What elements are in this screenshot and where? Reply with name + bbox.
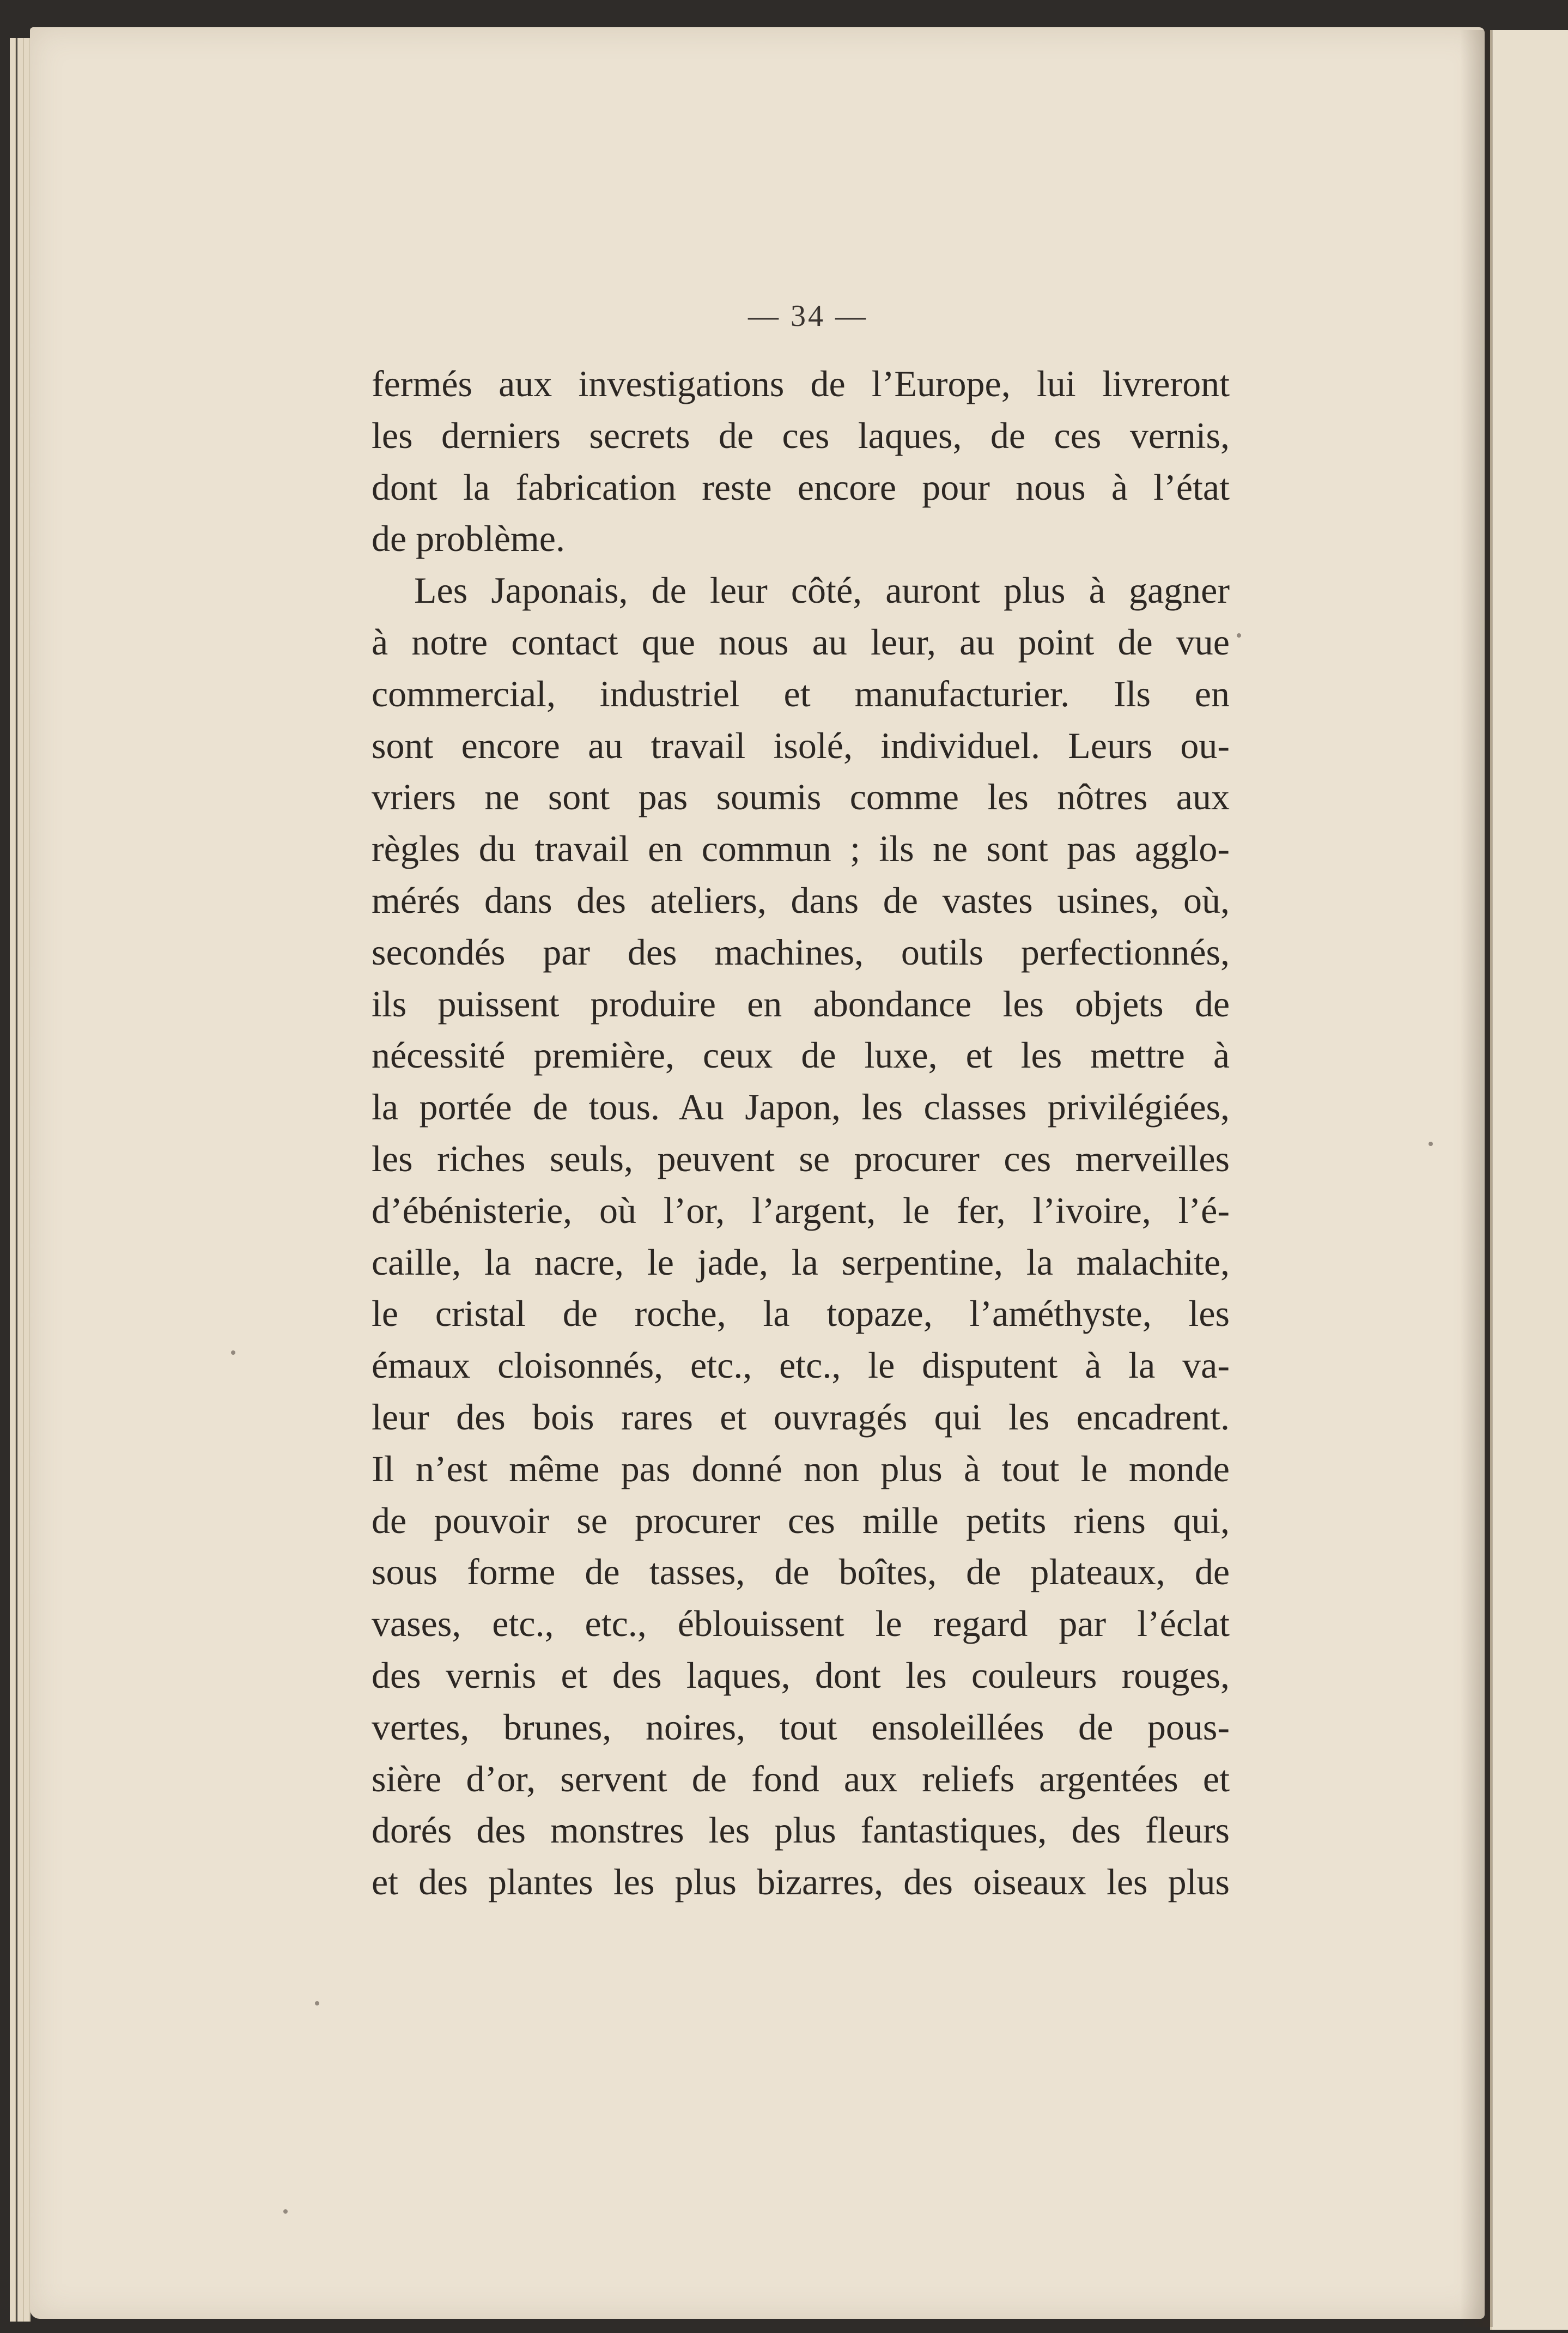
text-line: les riches seuls, peuvent se procurer ces merveilles xyxy=(372,1137,1230,1179)
body-text xyxy=(372,358,1230,1908)
text-line: leur des bois rares et ouvragés qui les encadrent. xyxy=(372,1396,1230,1438)
text-line: Il n’est même pas donné non plus à tout le monde xyxy=(372,1447,1230,1489)
page-number: — 34 — xyxy=(748,299,868,333)
paper-speck xyxy=(283,2209,288,2214)
text-line: émaux cloisonnés, etc., etc., le disputent à la va- xyxy=(372,1344,1230,1386)
text-line: caille, la nacre, le jade, la serpentine, la malachite, xyxy=(372,1241,1230,1283)
paper-speck xyxy=(231,1350,235,1355)
paper-speck xyxy=(315,2001,319,2005)
text-line: dorés des monstres les plus fantastiques, des fleurs xyxy=(372,1809,1230,1851)
text-line: de problème. xyxy=(372,518,565,560)
text-line: dont la fabrication reste encore pour nous à l’état xyxy=(372,466,1230,508)
text-line: nécessité première, ceux de luxe, et les mettre à xyxy=(372,1034,1230,1076)
text-line: sous forme de tasses, de boîtes, de plateaux, de xyxy=(372,1551,1230,1593)
page-gutter-shadow xyxy=(1460,30,1493,2327)
text-line: Les Japonais, de leur côté, auront plus à gagner xyxy=(414,569,1230,611)
text-line: sière d’or, servent de fond aux reliefs argentées et xyxy=(372,1758,1230,1799)
text-line: ils puissent produire en abondance les objets de xyxy=(372,983,1230,1025)
paper-speck xyxy=(1429,1142,1433,1146)
page-edge xyxy=(17,38,24,2322)
text-line: à notre contact que nous au leur, au point de vue xyxy=(372,621,1230,663)
text-line: les derniers secrets de ces laques, de ces vernis, xyxy=(372,414,1230,456)
text-line: d’ébénisterie, où l’or, l’argent, le fer, l’ivoire, l’é- xyxy=(372,1189,1230,1231)
paper-speck xyxy=(1237,633,1241,638)
text-line: de pouvoir se procurer ces mille petits riens qui, xyxy=(372,1499,1230,1541)
text-line: règles du travail en commun ; ils ne sont pas agglo- xyxy=(372,828,1230,870)
text-line: vases, etc., etc., éblouissent le regard par l’éclat xyxy=(372,1603,1230,1645)
text-line: fermés aux investigations de l’Europe, lui livreront xyxy=(372,363,1230,404)
text-line: secondés par des machines, outils perfectionnés, xyxy=(372,931,1230,973)
facing-page-edge xyxy=(1490,30,1568,2330)
text-line: vriers ne sont pas soumis comme les nôtres aux xyxy=(372,776,1230,818)
text-line: mérés dans des ateliers, dans de vastes usines, où, xyxy=(372,879,1230,921)
text-line: des vernis et des laques, dont les couleurs rouges, xyxy=(372,1654,1230,1696)
text-line: et des plantes les plus bizarres, des oiseaux les plus xyxy=(372,1861,1230,1903)
text-line: commercial, industriel et manufacturier. Ils en xyxy=(372,672,1230,714)
text-line: le cristal de roche, la topaze, l’améthyste, les xyxy=(372,1293,1230,1335)
text-line: vertes, brunes, noires, tout ensoleillées de pous- xyxy=(372,1706,1230,1748)
text-line: sont encore au travail isolé, individuel. Leurs ou- xyxy=(372,724,1230,766)
page-edge xyxy=(10,38,16,2322)
text-line: la portée de tous. Au Japon, les classes privilégiées, xyxy=(372,1086,1230,1128)
